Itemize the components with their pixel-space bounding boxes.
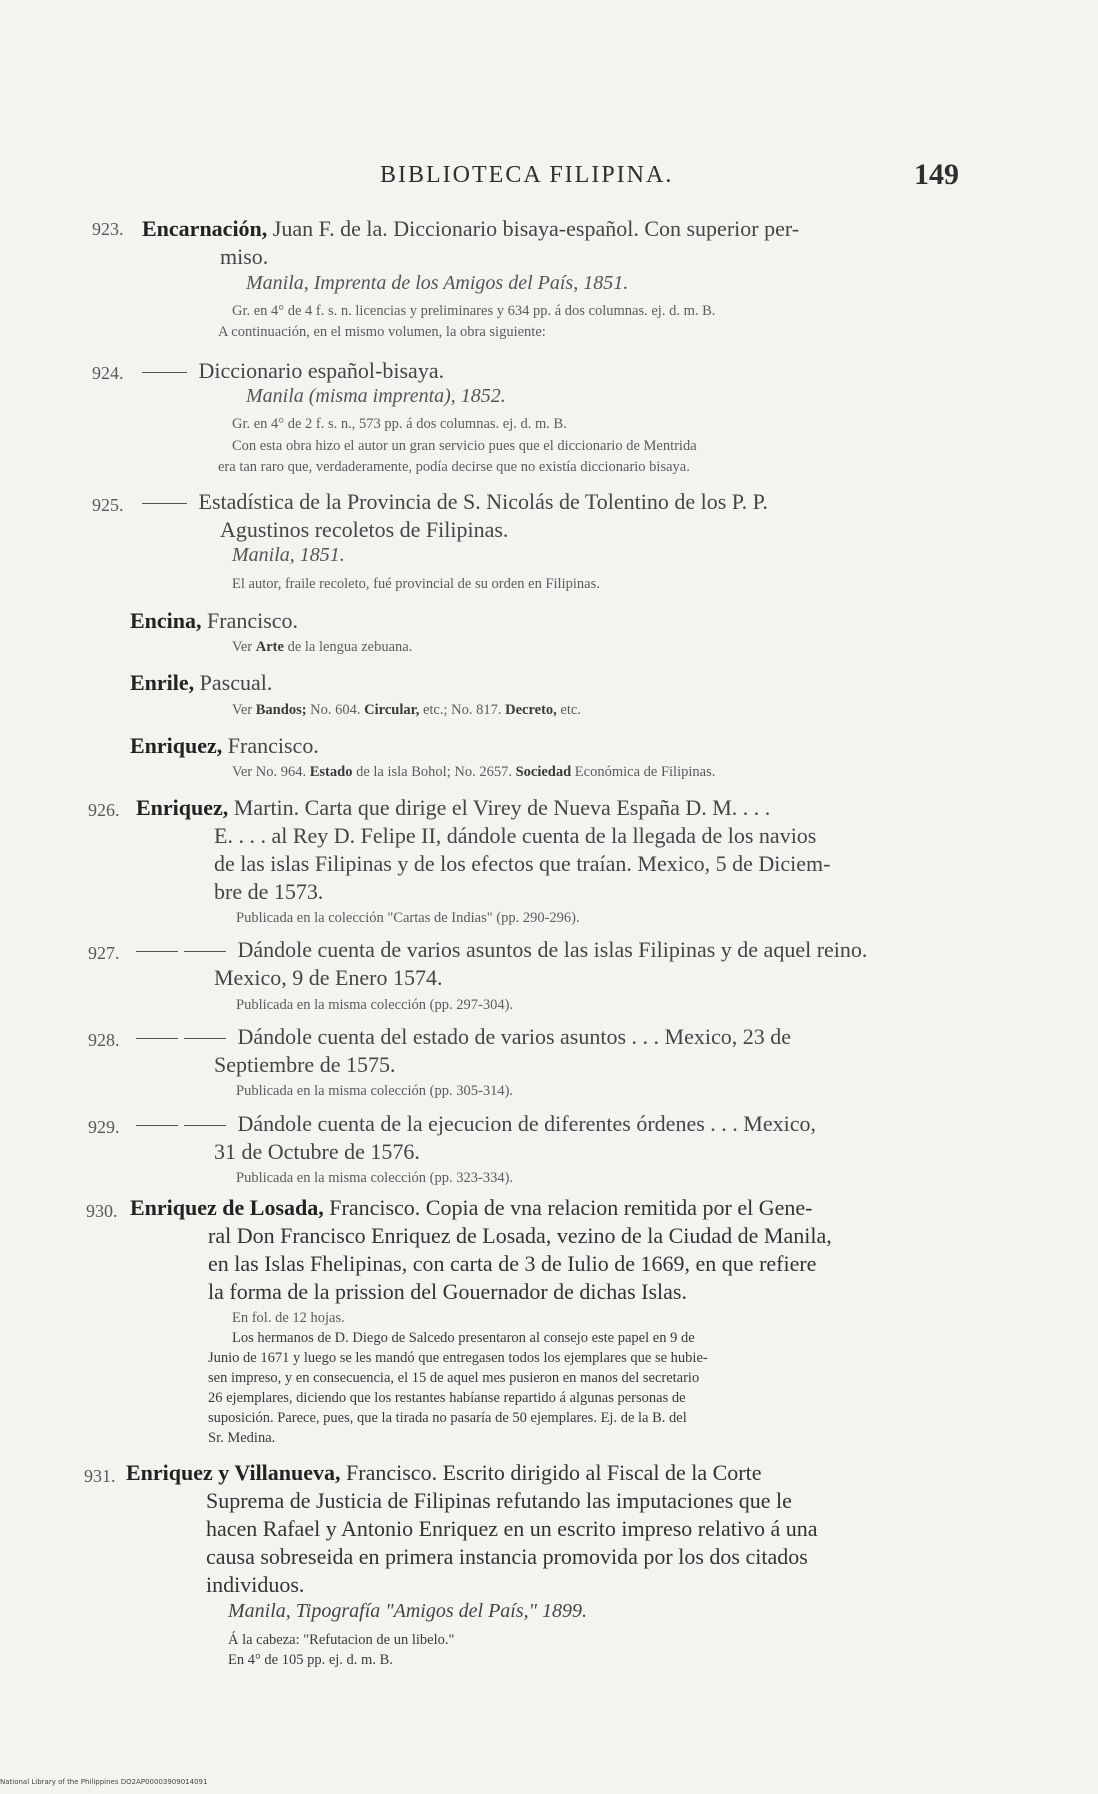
entry-929-line2: 31 de Octubre de 1576. [214,1139,420,1164]
entry-928-line1 [136,1024,791,1050]
entry-926-line1 [136,795,770,821]
entry-note: Gr. en 4° de 2 f. s. n., 573 pp. á dos columnas. ej. d. m. B. [232,416,567,432]
entry-imprint: Manila, 1851. [232,544,345,566]
scan-stamp: National Library of the Philippines DO2AP00003909014091 [0,1778,208,1786]
entry-930-line2: ral Don Francisco Enriquez de Losada, vezino de la Ciudad de Manila, [208,1223,832,1248]
entry-923-line1 [142,216,799,242]
entry-931-line5: individuos. [206,1572,305,1597]
entry-note: Con esta obra hizo el autor un gran servicio pues que el diccionario de Mentrida [232,438,697,454]
entry-923-line2: miso. [220,244,269,269]
entry-author: Encarnación, [142,216,268,241]
entry-author: Encina, [130,608,202,633]
entry-number: 924. [92,363,124,383]
ditto-dash [142,503,187,504]
entry-text: Martin. Carta que dirige el Virey de Nueva España D. M. . . . [233,795,771,820]
see-prefix: Ver No. 964. [232,764,307,780]
entry-author: Enrile, [130,670,195,695]
see-rest: Económica de Filipinas. [574,764,716,780]
entry-note: A continuación, en el mismo volumen, la obra siguiente: [218,324,546,340]
entry-note: En fol. de 12 hojas. [232,1310,345,1326]
entry-note: era tan raro que, verdaderamente, podía decirse que no existía diccionario bisaya. [218,459,690,475]
entry-note: 26 ejemplares, diciendo que los restantes habíanse repartido á algunas personas de [208,1390,686,1406]
entry-926-line3: de las islas Filipinas y de los efectos que traían. Mexico, 5 de Diciem- [214,851,831,876]
page-number: 149 [914,158,959,191]
entry-note: Gr. en 4° de 4 f. s. n. licencias y preliminares y 634 pp. á dos columnas. ej. d. m. B. [232,303,716,319]
ditto-dash [184,951,226,952]
entry-author: Enriquez, [136,795,229,820]
entry-author: Enriquez y Villanueva, [126,1460,341,1485]
see-rest: de la isla Bohol; No. 2657. [356,764,512,780]
see-rest: etc.; No. 817. [422,702,502,718]
entry-931-line3: hacen Rafael y Antonio Enriquez en un escrito impreso relativo á una [206,1516,818,1541]
entry-930-line3: en las Islas Fhelipinas, con carta de 3 de Iulio de 1669, en que refiere [208,1251,817,1276]
entry-text: Pascual. [199,670,273,695]
cross-ref-see [232,702,581,719]
entry-text: Francisco. [227,733,319,758]
entry-note: Sr. Medina. [208,1430,276,1446]
entry-note: En 4° de 105 pp. ej. d. m. B. [228,1652,393,1668]
cross-ref-see [232,764,715,781]
cross-ref-enriquez [130,733,319,759]
see-prefix: Ver [232,639,253,655]
entry-926-line2: E. . . . al Rey D. Felipe II, dándole cuenta de la llegada de los navios [214,823,817,848]
entry-note: Publicada en la misma colección (pp. 297-304). [236,997,514,1013]
entry-imprint: Manila, Imprenta de los Amigos del País, 1851. [246,272,629,294]
entry-number: 928. [88,1030,120,1050]
entry-number: 930. [86,1201,118,1221]
cross-ref-enrile [130,670,272,696]
entry-imprint: Manila (misma imprenta), 1852. [246,385,506,407]
entry-text: Dándole cuenta del estado de varios asuntos . . . Mexico, 23 de [237,1024,792,1049]
entry-text: Francisco. Copia de vna relacion remitida por el Gene- [329,1195,813,1220]
entry-927-line2: Mexico, 9 de Enero 1574. [214,965,443,990]
entry-note: Los hermanos de D. Diego de Salcedo presentaron al consejo este papel en 9 de [232,1330,695,1346]
entry-note: El autor, fraile recoleto, fué provincial de su orden en Filipinas. [232,576,600,592]
entry-931-line1 [126,1460,762,1486]
entry-928-line2: Septiembre de 1575. [214,1052,396,1077]
cross-ref-see [232,639,412,656]
see-rest: No. 604. [310,702,361,718]
running-head: BIBLIOTECA FILIPINA. [380,162,674,188]
see-bold: Arte [255,639,284,655]
entry-note: Á la cabeza: "Refutacion de un libelo." [228,1632,455,1648]
entry-author: Enriquez de Losada, [130,1195,324,1220]
entry-text: Estadística de la Provincia de S. Nicolás de Tolentino de los P. P. [198,489,768,514]
entry-text: Francisco. [207,608,299,633]
entry-note: sen impreso, y en consecuencia, el 15 de aquel mes pusieron en manos del secretario [208,1370,700,1386]
entry-number: 925. [92,495,124,515]
ditto-dash [136,1125,178,1126]
entry-926-line4: bre de 1573. [214,879,324,904]
ditto-dash [184,1125,226,1126]
ditto-dash [136,951,178,952]
entry-text: Juan F. de la. Diccionario bisaya-español. Con superior per- [272,216,800,241]
entry-author: Enriquez, [130,733,223,758]
entry-imprint: Manila, Tipografía "Amigos del País," 1899. [228,1600,588,1622]
see-rest: de la lengua zebuana. [287,639,413,655]
see-bold: Sociedad [515,764,572,780]
ditto-dash [184,1038,226,1039]
see-bold: Estado [309,764,353,780]
cross-ref-encina [130,608,298,634]
ditto-dash [142,372,187,373]
entry-931-line4: causa sobreseida en primera instancia promovida por los dos citados [206,1544,808,1569]
entry-930-line1 [130,1195,812,1221]
entry-text: Diccionario español-bisaya. [198,358,445,383]
entry-note: Junio de 1671 y luego se les mandó que entregasen todos los ejemplares que se hubie- [208,1350,708,1366]
entry-number: 929. [88,1117,120,1137]
entry-number: 923. [92,219,124,239]
see-bold: Decreto, [505,702,557,718]
entry-text: Francisco. Escrito dirigido al Fiscal de la Corte [346,1460,762,1485]
entry-925-line2: Agustinos recoletos de Filipinas. [220,517,509,542]
entry-925-line1 [142,489,768,515]
see-rest: etc. [560,702,581,718]
entry-number: 927. [88,943,120,963]
entry-note: Publicada en la misma colección (pp. 323-334). [236,1170,514,1186]
entry-text: Dándole cuenta de la ejecucion de diferentes órdenes . . . Mexico, [237,1111,816,1136]
entry-929-line1 [136,1111,816,1137]
see-prefix: Ver [232,702,253,718]
entry-note: suposición. Parece, pues, que la tirada no pasaría de 50 ejemplares. Ej. de la B. del [208,1410,687,1426]
entry-number: 926. [88,800,120,820]
entry-924-line1 [142,358,444,384]
see-bold: Bandos; [255,702,307,718]
entry-text: Dándole cuenta de varios asuntos de las islas Filipinas y de aquel reino. [237,937,868,962]
entry-927-line1 [136,937,867,963]
entry-number: 931. [84,1466,116,1486]
ditto-dash [136,1038,178,1039]
entry-930-line4: la forma de la prission del Gouernador de dichas Islas. [208,1279,687,1304]
entry-note: Publicada en la colección "Cartas de Indias" (pp. 290-296). [236,910,580,926]
entry-note: Publicada en la misma colección (pp. 305-314). [236,1083,514,1099]
see-bold: Circular, [364,702,420,718]
entry-931-line2: Suprema de Justicia de Filipinas refutando las imputaciones que le [206,1488,792,1513]
